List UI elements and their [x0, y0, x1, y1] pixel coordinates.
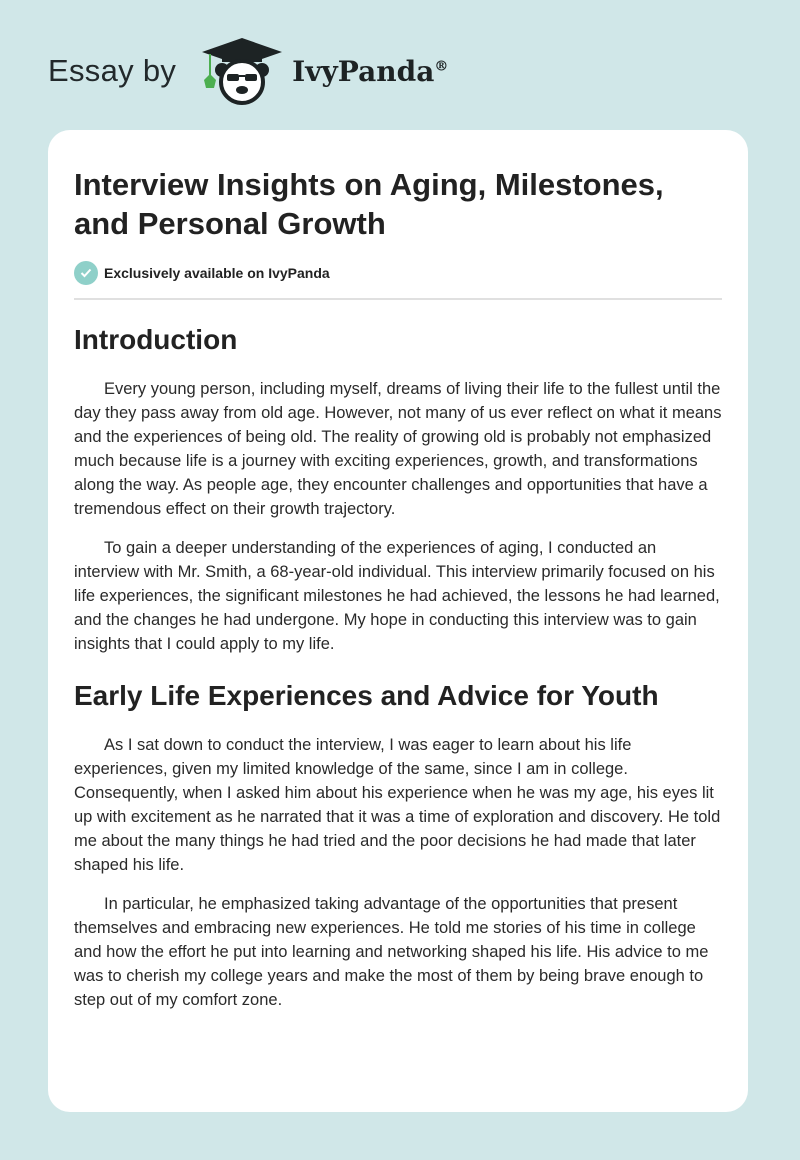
- site-header: [48, 36, 448, 106]
- registered-mark: ®: [434, 58, 449, 75]
- brand-text: IvyPanda: [292, 54, 435, 88]
- paragraph: As I sat down to conduct the interview, I was eager to learn about his life experiences, given my limited knowledge of the same, since I am in college. Consequently, when I asked him about his experience when he was my age, his eyes lit up with excitement as he narrated that it was a time of exploration and discovery. He told me about the many things he had tried and the poor decisions he had made that later shaped his life.: [74, 736, 721, 874]
- brand-name[interactable]: [292, 55, 448, 88]
- paragraph: Every young person, including myself, dreams of living their life to the fullest until the day they pass away from old age. However, not many of us ever reflect on what it means and the experiences of being old. The reality of growing old is probably not emphasized much because life is a journey with exciting experiences, growth, and transformations along the way. As people age, they encounter challenges and opportunities that have a tremendous effect on their growth trajectory.: [74, 380, 722, 518]
- section-heading: Early Life Experiences and Advice for Youth: [74, 680, 659, 711]
- divider: [74, 298, 722, 300]
- essay-by-label: Essay by: [48, 53, 177, 88]
- badge-text: Exclusively available on IvyPanda: [104, 265, 330, 281]
- page-title: Interview Insights on Aging, Milestones, and Personal Growth: [74, 167, 664, 241]
- section-heading: Introduction: [74, 324, 238, 355]
- essay-card: [48, 130, 748, 1112]
- exclusive-badge: [74, 261, 722, 285]
- paragraph: In particular, he emphasized taking advantage of the opportunities that present themselves and embracing new experiences. He told me stories of his time in college and how the effort he put into learning and networking shaped his life. His advice to me was to cherish my college years and make the most of them by being brave enough to step out of my comfort zone.: [74, 895, 709, 1009]
- ivypanda-logo-icon[interactable]: [198, 36, 286, 106]
- paragraph: To gain a deeper understanding of the experiences of aging, I conducted an interview with Mr. Smith, a 68-year-old individual. This interview primarily focused on his life experiences, the significant milestones he had achieved, the lessons he had learned, and the changes he had undergone. My hope in conducting this interview was to gain insights that I could apply to my life.: [74, 539, 720, 653]
- section-introduction: [74, 323, 722, 656]
- check-circle-icon: [74, 261, 98, 285]
- section-early-life: [74, 679, 722, 1012]
